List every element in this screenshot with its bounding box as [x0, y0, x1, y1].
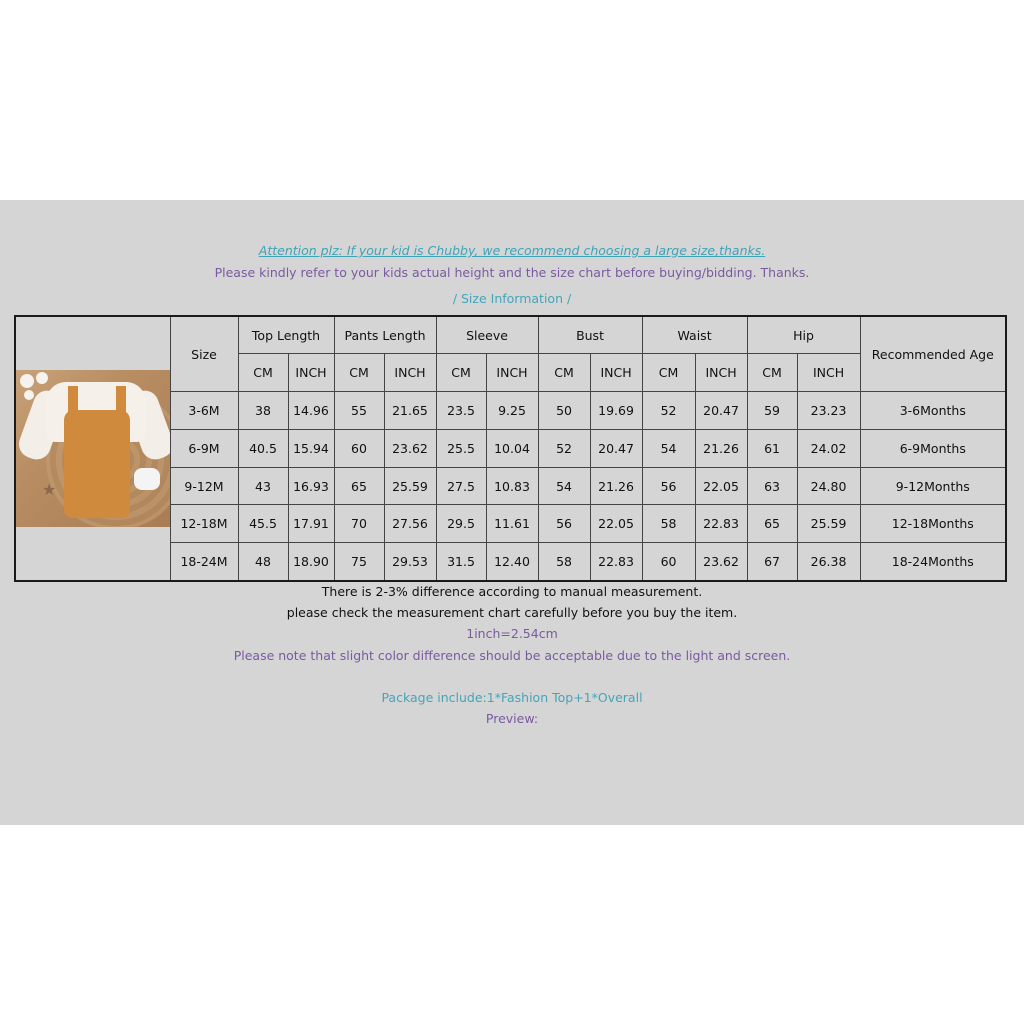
cm-value-cell: 60: [334, 429, 384, 467]
cm-value-cell: 60: [642, 543, 695, 581]
hip-header: Hip: [747, 316, 860, 354]
inch-value-cell: 22.05: [590, 505, 642, 543]
recommended-age-cell: 12-18Months: [860, 505, 1006, 543]
size-cell: 6-9M: [170, 429, 238, 467]
size-chart-table: [14, 315, 1007, 582]
cm-value-cell: 56: [642, 467, 695, 505]
size-header: Size: [170, 316, 238, 392]
cm-value-cell: 70: [334, 505, 384, 543]
inch-value-cell: 23.62: [695, 543, 747, 581]
inch-value-cell: 19.69: [590, 392, 642, 430]
cm-value-cell: 29.5: [436, 505, 486, 543]
cm-value-cell: 54: [538, 467, 590, 505]
inch-value-cell: 20.47: [590, 429, 642, 467]
unit-cm-header: CM: [436, 354, 486, 392]
size-cell: 3-6M: [170, 392, 238, 430]
star-decoration-icon: ★: [42, 479, 57, 499]
unit-inch-header: INCH: [695, 354, 747, 392]
cm-value-cell: 50: [538, 392, 590, 430]
waist-header: Waist: [642, 316, 747, 354]
refer-size-chart-note: Please kindly refer to your kids actual height and the size chart before buying/bidding. Thanks.: [214, 265, 810, 280]
cm-value-cell: 61: [747, 429, 797, 467]
unit-cm-header: CM: [747, 354, 797, 392]
inch-value-cell: 20.47: [695, 392, 747, 430]
inch-value-cell: 10.83: [486, 467, 538, 505]
unit-cm-header: CM: [642, 354, 695, 392]
inch-value-cell: 24.80: [797, 467, 860, 505]
pants-length-header: Pants Length: [334, 316, 436, 354]
cm-value-cell: 40.5: [238, 429, 288, 467]
unit-inch-header: INCH: [288, 354, 334, 392]
inch-value-cell: 24.02: [797, 429, 860, 467]
size-chart-panel: [0, 200, 1024, 825]
cm-value-cell: 58: [538, 543, 590, 581]
sleeve-header: Sleeve: [436, 316, 538, 354]
cm-value-cell: 67: [747, 543, 797, 581]
baby-outfit-photo: [16, 370, 170, 527]
cm-value-cell: 52: [642, 392, 695, 430]
recommended-age-cell: 9-12Months: [860, 467, 1006, 505]
cm-value-cell: 59: [747, 392, 797, 430]
product-photo-cell: [15, 316, 170, 581]
cm-value-cell: 43: [238, 467, 288, 505]
cm-value-cell: 27.5: [436, 467, 486, 505]
inch-value-cell: 14.96: [288, 392, 334, 430]
recommended-age-header: Recommended Age: [860, 316, 1006, 392]
table-header-row: [15, 316, 1006, 354]
inch-value-cell: 21.65: [384, 392, 436, 430]
package-include-note: Package include:1*Fashion Top+1*Overall: [381, 690, 643, 705]
chubby-attention-note: Attention plz: If your kid is Chubby, we recommend choosing a large size,thanks.: [258, 243, 766, 258]
inch-value-cell: 21.26: [695, 429, 747, 467]
cm-value-cell: 25.5: [436, 429, 486, 467]
inch-value-cell: 22.05: [695, 467, 747, 505]
size-cell: 9-12M: [170, 467, 238, 505]
cm-value-cell: 23.5: [436, 392, 486, 430]
inch-value-cell: 18.90: [288, 543, 334, 581]
inch-value-cell: 21.26: [590, 467, 642, 505]
cm-value-cell: 52: [538, 429, 590, 467]
unit-inch-header: INCH: [384, 354, 436, 392]
preview-label: Preview:: [485, 711, 539, 726]
inch-value-cell: 22.83: [695, 505, 747, 543]
cm-value-cell: 45.5: [238, 505, 288, 543]
inch-value-cell: 26.38: [797, 543, 860, 581]
inch-value-cell: 15.94: [288, 429, 334, 467]
color-difference-note: Please note that slight color difference should be acceptable due to the light and screen.: [233, 648, 791, 663]
cm-value-cell: 63: [747, 467, 797, 505]
recommended-age-cell: 3-6Months: [860, 392, 1006, 430]
cm-value-cell: 65: [334, 467, 384, 505]
cm-value-cell: 58: [642, 505, 695, 543]
inch-value-cell: 9.25: [486, 392, 538, 430]
inch-value-cell: 29.53: [384, 543, 436, 581]
size-information-heading: / Size Information /: [452, 291, 572, 306]
inch-value-cell: 17.91: [288, 505, 334, 543]
cm-value-cell: 38: [238, 392, 288, 430]
size-cell: 12-18M: [170, 505, 238, 543]
size-cell: 18-24M: [170, 543, 238, 581]
cm-value-cell: 31.5: [436, 543, 486, 581]
measurement-difference-note: There is 2-3% difference according to manual measurement.: [321, 584, 703, 599]
unit-inch-header: INCH: [797, 354, 860, 392]
inch-value-cell: 16.93: [288, 467, 334, 505]
cm-value-cell: 75: [334, 543, 384, 581]
recommended-age-cell: 6-9Months: [860, 429, 1006, 467]
recommended-age-cell: 18-24Months: [860, 543, 1006, 581]
inch-conversion-note: 1inch=2.54cm: [466, 626, 558, 641]
cm-value-cell: 55: [334, 392, 384, 430]
inch-value-cell: 23.62: [384, 429, 436, 467]
inch-value-cell: 10.04: [486, 429, 538, 467]
top-length-header: Top Length: [238, 316, 334, 354]
inch-value-cell: 27.56: [384, 505, 436, 543]
inch-value-cell: 23.23: [797, 392, 860, 430]
inch-value-cell: 22.83: [590, 543, 642, 581]
check-chart-note: please check the measurement chart carefully before you buy the item.: [286, 605, 738, 620]
unit-inch-header: INCH: [486, 354, 538, 392]
inch-value-cell: 12.40: [486, 543, 538, 581]
inch-value-cell: 25.59: [384, 467, 436, 505]
unit-inch-header: INCH: [590, 354, 642, 392]
cm-value-cell: 56: [538, 505, 590, 543]
unit-cm-header: CM: [238, 354, 288, 392]
unit-cm-header: CM: [538, 354, 590, 392]
cm-value-cell: 54: [642, 429, 695, 467]
inch-value-cell: 11.61: [486, 505, 538, 543]
bust-header: Bust: [538, 316, 642, 354]
cm-value-cell: 65: [747, 505, 797, 543]
inch-value-cell: 25.59: [797, 505, 860, 543]
unit-cm-header: CM: [334, 354, 384, 392]
cm-value-cell: 48: [238, 543, 288, 581]
